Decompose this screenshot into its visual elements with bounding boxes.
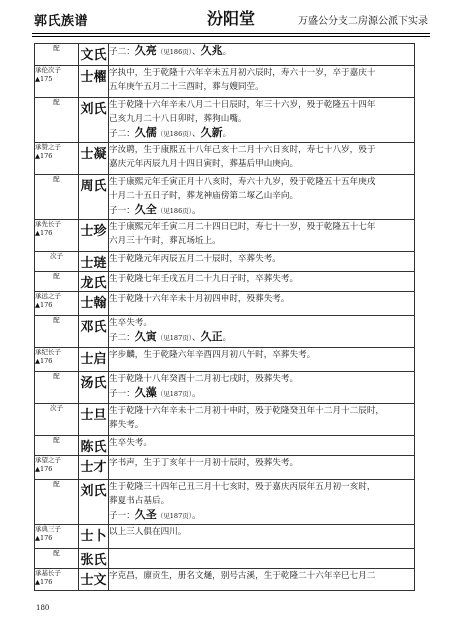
section-title: 万盛公分支二房源公派下实录 [298, 16, 428, 27]
children-line [109, 203, 414, 218]
children-line [109, 386, 414, 401]
relation-label: ▲176 [35, 465, 53, 473]
child-name: 久亮 [134, 44, 157, 57]
children-line [109, 508, 414, 523]
biography-cell [109, 175, 415, 220]
child-page-ref: （见187页） [156, 512, 192, 520]
children-prefix: 子二： [109, 129, 135, 139]
relation-cell [35, 456, 79, 480]
biography-cell [109, 549, 415, 569]
biography-line: 十月二十五日子时，葬龙神庙傍第二塚乙山辛向。 [109, 191, 299, 201]
separator: 。 [191, 389, 201, 399]
biography-line: 字书声，生于丁亥年十一月初十辰时，殁葬失考。 [109, 458, 299, 468]
person-name: 刘氏 [79, 98, 109, 143]
genealogy-row [35, 66, 415, 98]
relation-cell [35, 404, 79, 436]
relation-label: 配 [53, 549, 60, 557]
biography-cell [109, 348, 415, 372]
child-page-ref: （见186页） [156, 207, 192, 215]
relation-label: 承赞之子 [35, 143, 61, 151]
person-name: 张氏 [79, 549, 109, 569]
relation-cell [35, 436, 79, 456]
relation-label: 配 [53, 175, 60, 183]
person-name: 龙氏 [79, 272, 109, 292]
header-rule-thick [32, 33, 430, 34]
genealogy-row [35, 98, 415, 143]
child-name: 久藻 [134, 386, 157, 399]
biography-line: 生于乾隆三十四年己丑三月十七亥时，殁于嘉庆丙辰年五月初一亥时， [109, 482, 376, 492]
genealogy-row [35, 44, 415, 66]
genealogy-table [34, 43, 415, 591]
biography-cell [109, 404, 415, 436]
biography-line: 生于乾隆十六年辛未八月二十日辰时，年三十六岁，殁于乾隆五十四年 [109, 100, 376, 110]
person-name: 士旦 [79, 404, 109, 436]
biography-line: 字克昌，廪贡生，册名文熥，别号古溪，生于乾隆二十六年辛巳七月二 [109, 571, 376, 581]
relation-label: 配 [53, 480, 60, 488]
genealogy-row [35, 220, 415, 252]
hall-name: 汾阳堂 [206, 9, 255, 28]
biography-cell [109, 480, 415, 525]
relation-label: 承先长子 [35, 220, 61, 228]
biography-line: 以上三人俱在四川。 [109, 527, 187, 537]
children-prefix: 子一： [109, 389, 135, 399]
relation-label: ▲176 [35, 357, 53, 365]
person-name: 文氏 [79, 44, 109, 66]
child-name: 久正 [200, 330, 223, 343]
person-name: 邓氏 [79, 316, 109, 348]
relation-cell [35, 480, 79, 525]
relation-label: 配 [53, 272, 60, 280]
person-name: 士启 [79, 348, 109, 372]
biography-line: 生于康熙元年壬寅二月二十四日巳时，寿七十一岁，殁于乾隆五十七年 [109, 222, 376, 232]
person-name: 士翰 [79, 292, 109, 316]
biography-cell [109, 272, 415, 292]
child-name: 久儒 [134, 126, 157, 139]
child-page-ref: （见187页） [156, 390, 192, 398]
biography-line: 字汝聘，生于康熙五十八年己亥十二月十六日亥时，寿七十八岁，殁于 [109, 145, 376, 155]
genealogy-row [35, 372, 415, 404]
relation-cell [35, 525, 79, 549]
person-name: 汤氏 [79, 372, 109, 404]
genealogy-row [35, 404, 415, 436]
relation-label: 承基长子 [35, 569, 61, 577]
person-name: 士才 [79, 456, 109, 480]
relation-label: 配 [53, 372, 60, 380]
genealogy-row [35, 175, 415, 220]
biography-cell [109, 98, 415, 143]
children-prefix: 子二： [109, 47, 135, 57]
relation-cell [35, 252, 79, 272]
relation-cell [35, 220, 79, 252]
relation-cell [35, 66, 79, 98]
genealogy-row [35, 272, 415, 292]
relation-label: 配 [53, 316, 60, 324]
relation-cell [35, 348, 79, 372]
relation-label: ▲175 [35, 75, 53, 83]
children-prefix: 子一： [109, 206, 135, 216]
biography-cell [109, 456, 415, 480]
biography-line: 生于乾隆七年壬戌五月二十九日子时，卒葬失考。 [109, 274, 299, 284]
biography-cell [109, 569, 415, 591]
person-name: 刘氏 [79, 480, 109, 525]
biography-line: 葬夏书占基后。 [109, 496, 170, 506]
relation-cell [35, 272, 79, 292]
relation-label: 承纪长子 [35, 348, 61, 356]
biography-line: 六月三十午时，葬瓦场坵上。 [109, 236, 221, 246]
relation-label: 次子 [50, 252, 63, 260]
relation-label: ▲176 [35, 301, 53, 309]
person-name: 士珍 [79, 220, 109, 252]
biography-line: 己亥九月二十八日卯时，葬狗山嘴。 [109, 114, 247, 124]
child-name: 久全 [134, 203, 157, 216]
genealogy-row [35, 316, 415, 348]
relation-label: 承伦次子 [35, 66, 61, 74]
biography-cell [109, 316, 415, 348]
child-name: 久兆 [200, 44, 223, 57]
genealogy-row [35, 456, 415, 480]
relation-cell [35, 316, 79, 348]
relation-cell [35, 98, 79, 143]
relation-cell [35, 175, 79, 220]
book-title: 郭氏族谱 [34, 14, 89, 29]
biography-cell [109, 525, 415, 549]
relation-label: 承望之子 [35, 456, 61, 464]
relation-label: ▲176 [35, 534, 53, 542]
biography-cell [109, 372, 415, 404]
separator: 。 [222, 47, 232, 57]
genealogy-row [35, 436, 415, 456]
biography-line: 嘉庆元年丙辰九月十四日寅时，葬基后甲山庚向。 [109, 159, 299, 169]
biography-line: 生于乾隆元年丙辰五月二十辰时，卒葬失考。 [109, 254, 281, 264]
biography-line: 生卒失考。 [109, 318, 152, 328]
genealogy-row [35, 525, 415, 549]
relation-label: 次子 [50, 404, 63, 412]
child-page-ref: （见186页） [156, 130, 192, 138]
genealogy-row [35, 252, 415, 272]
separator: 。 [222, 129, 232, 139]
person-name: 士卜 [79, 525, 109, 549]
relation-label: ▲176 [35, 152, 53, 160]
biography-line: 葬失考。 [109, 420, 144, 430]
biography-line: 字执中，生于乾隆十六年辛未五月初六辰时，寿六十一岁，卒于嘉庆十 [109, 68, 376, 78]
person-name: 士櫂 [79, 66, 109, 98]
relation-cell [35, 569, 79, 591]
relation-label: 配 [53, 436, 60, 444]
relation-cell [35, 372, 79, 404]
biography-line: 五年庚午五月二十三酉时，葬与嫂同茔。 [109, 82, 264, 92]
children-prefix: 子二： [109, 333, 135, 343]
relation-cell [35, 549, 79, 569]
biography-cell [109, 44, 415, 66]
children-line [109, 330, 414, 345]
separator: 。 [222, 333, 232, 343]
child-name: 久圣 [134, 508, 157, 521]
person-name: 士文 [79, 569, 109, 591]
page-header [32, 4, 430, 34]
genealogy-row [35, 143, 415, 175]
biography-cell [109, 66, 415, 98]
relation-cell [35, 292, 79, 316]
relation-cell [35, 143, 79, 175]
children-line [109, 44, 414, 59]
biography-line: 生于乾隆十八年癸酉十二月初七戌时，殁葬失考。 [109, 374, 299, 384]
person-name: 周氏 [79, 175, 109, 220]
person-name: 士琏 [79, 252, 109, 272]
biography-line: 生卒失考。 [109, 438, 152, 448]
biography-cell [109, 292, 415, 316]
children-line [109, 126, 414, 141]
separator: 。 [191, 511, 201, 521]
separator: 、 [191, 333, 201, 343]
relation-label: 配 [53, 98, 60, 106]
biography-cell [109, 220, 415, 252]
relation-label: 承远之子 [35, 292, 61, 300]
genealogy-rows [35, 44, 415, 591]
person-name: 士凝 [79, 143, 109, 175]
separator: 、 [191, 47, 201, 57]
biography-line: 生于乾隆十六年辛未十二月初十申时，殁于乾隆癸丑年十二月十二辰时， [109, 406, 385, 416]
relation-label: 承典三子 [35, 525, 61, 533]
child-page-ref: （见186页） [156, 48, 192, 56]
relation-label: 配 [53, 44, 60, 52]
child-name: 久寅 [134, 330, 157, 343]
genealogy-row [35, 569, 415, 591]
genealogy-row [35, 348, 415, 372]
biography-line: 生于康熙元年壬寅正月十八亥时，寿六十九岁，殁于乾隆五十五年庚戌 [109, 177, 376, 187]
separator: 。 [191, 206, 201, 216]
page-number: 180 [36, 604, 50, 612]
genealogy-row [35, 549, 415, 569]
biography-cell [109, 252, 415, 272]
person-name: 陈氏 [79, 436, 109, 456]
biography-cell [109, 143, 415, 175]
separator: 、 [191, 129, 201, 139]
biography-line: 字步麟，生于乾隆六年辛酉四月初八午时，卒葬失考。 [109, 350, 316, 360]
children-prefix: 子一： [109, 511, 135, 521]
child-page-ref: （见187页） [156, 334, 192, 342]
relation-cell [35, 44, 79, 66]
relation-label: ▲176 [35, 578, 53, 586]
genealogy-row [35, 480, 415, 525]
header-rule-thin [32, 36, 430, 37]
relation-label: ▲176 [35, 229, 53, 237]
child-name: 久新 [200, 126, 223, 139]
genealogy-row [35, 292, 415, 316]
biography-cell [109, 436, 415, 456]
biography-line: 生于乾隆十六年辛未十月初四申时，殁葬失考。 [109, 294, 290, 304]
